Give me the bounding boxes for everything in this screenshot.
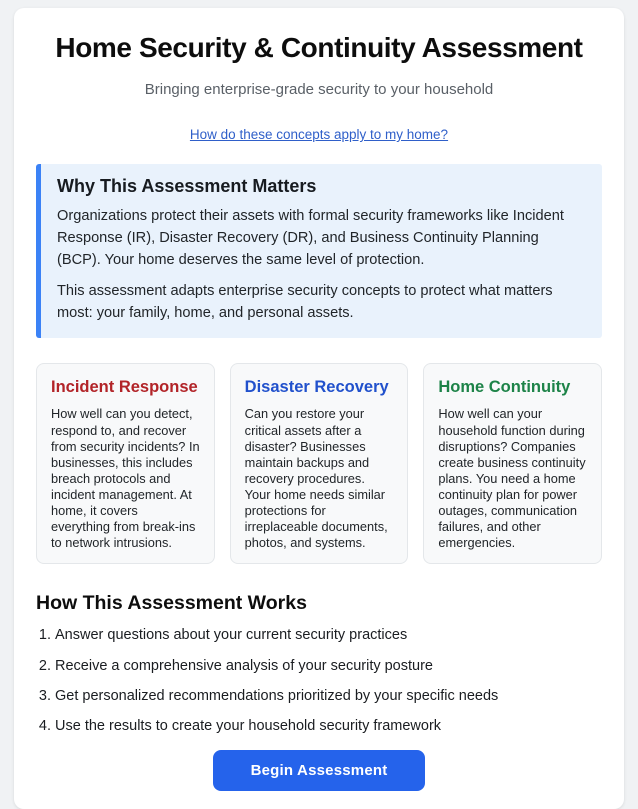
concept-card-title: Home Continuity [438, 378, 571, 397]
how-it-works-steps [36, 627, 602, 734]
concept-card-body: How well can you detect, respond to, and recover from security incidents? In businesses, this includes breach protocols and incident management. At home, it covers everything from break-ins to network intrusions. [51, 406, 200, 551]
how-it-works-heading: How This Assessment Works [36, 592, 307, 615]
why-box-paragraph-1: Organizations protect their assets with formal security frameworks like Incident Response (IR), Disaster Recovery (DR), and Business Continuity Planning (BCP). Your home deserves the same level of protection. [57, 208, 564, 268]
concept-card-incident-response [36, 363, 215, 564]
concept-card-body: Can you restore your critical assets after a disaster? Businesses maintain backups and recovery procedures. Your home needs similar protections for irreplaceable documents, photos, and systems. [244, 406, 388, 551]
cta-row [36, 750, 602, 791]
step-item-2: 2. Receive a comprehensive analysis of your security posture [55, 658, 602, 675]
step-item-1: 1. Answer questions about your current security practices [55, 627, 602, 644]
concept-cards-row [36, 363, 602, 564]
concept-card-title: Incident Response [51, 378, 198, 397]
why-assessment-matters-box [36, 164, 602, 338]
concept-card-home-continuity [423, 363, 602, 564]
why-box-heading: Why This Assessment Matters [57, 176, 317, 196]
begin-assessment-button[interactable]: Begin Assessment [213, 750, 426, 791]
page-title: Home Security & Continuity Assessment [55, 32, 583, 63]
step-item-4: 4. Use the results to create your household security framework [55, 718, 602, 735]
page-subtitle: Bringing enterprise-grade security to your household [144, 81, 494, 98]
concept-card-title: Disaster Recovery [244, 378, 389, 397]
concept-card-disaster-recovery [230, 363, 409, 564]
assessment-page-card [14, 8, 624, 809]
concepts-help-link[interactable]: How do these concepts apply to my home? [189, 127, 449, 142]
help-link-row [36, 126, 602, 144]
concept-card-body: How well can your household function during disruptions? Companies create business continuity plans. You need a home continuity plan for power outages, communication failures, and other emergencies. [438, 406, 586, 551]
why-box-paragraph-2: This assessment adapts enterprise security concepts to protect what matters most: your family, home, and personal assets. [57, 282, 553, 321]
step-item-3: 3. Get personalized recommendations prioritized by your specific needs [55, 688, 602, 705]
